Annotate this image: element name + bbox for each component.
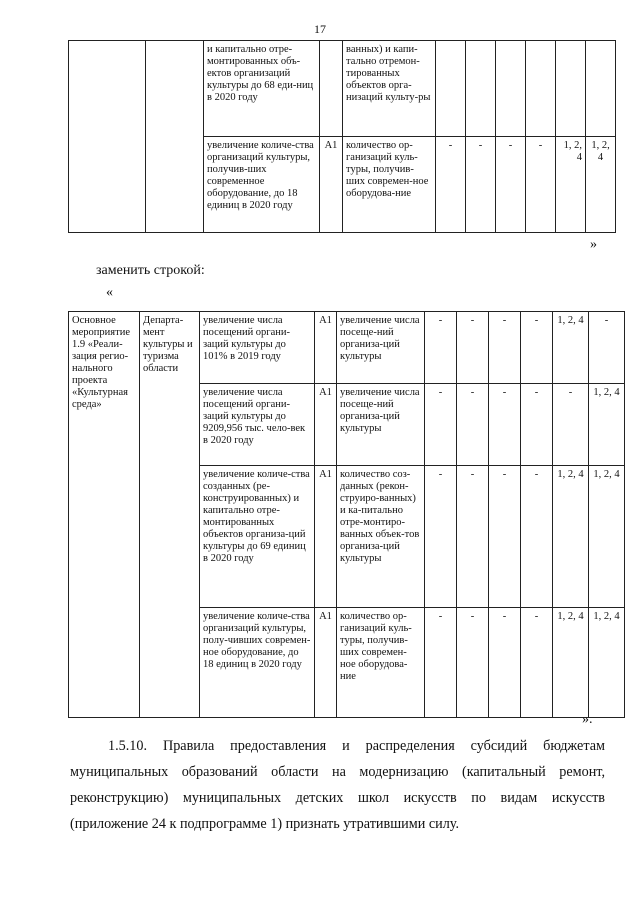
task-cell: увеличение числа посещений органи-заций культуры до 9209,956 тыс. чело-век в 2020 году — [200, 384, 315, 466]
close-quote: ». — [582, 712, 593, 727]
value-cell: 1, 2, 4 — [553, 312, 589, 384]
indicator-cell: увеличение числа посеще-ний организа-ций культуры — [337, 312, 425, 384]
value-cell: 1, 2, 4 — [553, 608, 589, 718]
table-row — [69, 41, 616, 137]
value-cell — [586, 41, 616, 137]
value-cell: - — [553, 384, 589, 466]
open-quote: « — [106, 285, 113, 300]
event-cell: Основное мероприятие 1.9 «Реали-зация регио-нального проекта «Культурная среда» — [69, 312, 140, 718]
value-cell: - — [436, 137, 466, 233]
code-cell: А1 — [320, 137, 343, 233]
value-cell — [556, 41, 586, 137]
continued-table — [68, 40, 616, 233]
value-cell — [496, 41, 526, 137]
value-cell: - — [425, 466, 457, 608]
indicator-cell: количество ор-ганизаций куль-туры, получив-ших современ-ное оборудова-ние — [337, 608, 425, 718]
value-cell: - — [457, 466, 489, 608]
value-cell: 1, 2, 4 — [556, 137, 586, 233]
replace-text: заменить строкой: — [96, 263, 205, 278]
value-cell: - — [521, 608, 553, 718]
task-cell: увеличение количе-ства созданных (ре-конструированных) и капитально отре-монтированных объектов организа-ций культуры до 69 единиц в 2020 году — [200, 466, 315, 608]
value-cell: - — [457, 608, 489, 718]
code-cell: А1 — [315, 384, 337, 466]
code-cell — [320, 41, 343, 137]
value-cell: 1, 2, 4 — [589, 466, 625, 608]
value-cell: - — [496, 137, 526, 233]
value-cell: - — [521, 384, 553, 466]
task-cell: увеличение количе-ства организаций культуры, полу-чивших современ-ное оборудование, до 18 единиц в 2020 году — [200, 608, 315, 718]
value-cell: - — [425, 384, 457, 466]
indicator-cell: количество соз-данных (рекон-струиро-ванных) и ка-питально отре-монтиро-ванных объек-тов организа-ций культуры — [337, 466, 425, 608]
value-cell: 1, 2, 4 — [589, 384, 625, 466]
value-cell: - — [489, 608, 521, 718]
value-cell: - — [589, 312, 625, 384]
paragraph-1-5-10 — [70, 733, 605, 837]
table-row — [69, 312, 625, 384]
value-cell: - — [425, 312, 457, 384]
value-cell: - — [457, 312, 489, 384]
value-cell: 1, 2, 4 — [586, 137, 616, 233]
value-cell: - — [489, 384, 521, 466]
indicator-cell: количество ор-ганизаций куль-туры, получив-ших современ-ное оборудова-ние — [343, 137, 436, 233]
task-cell: увеличение количе-ства организаций культуры, получив-ших современное оборудование, до 18 единиц в 2020 году — [204, 137, 320, 233]
value-cell — [436, 41, 466, 137]
value-cell: - — [425, 608, 457, 718]
page-number: 17 — [314, 22, 326, 36]
close-quote: » — [590, 237, 597, 252]
code-cell: А1 — [315, 608, 337, 718]
task-cell: и капитально отре-монтированных объ-ектов организаций культуры до 68 еди-ниц в 2020 году — [204, 41, 320, 137]
value-cell: - — [466, 137, 496, 233]
value-cell: - — [457, 384, 489, 466]
value-cell — [526, 41, 556, 137]
value-cell: - — [526, 137, 556, 233]
value-cell — [466, 41, 496, 137]
value-cell: 1, 2, 4 — [589, 608, 625, 718]
value-cell: - — [521, 466, 553, 608]
code-cell: А1 — [315, 466, 337, 608]
executor-cell: Департа-мент культуры и туризма области — [140, 312, 200, 718]
paragraph-text: 1.5.10. Правила предоставления и распределения субсидий бюджетам муниципальных образований области на модернизацию (капитальный ремонт, реконструкцию) муниципальных детских школ искусств по видам искусств (приложение 24 к подпрограмме 1) признать утратившими силу. — [70, 738, 605, 832]
value-cell: - — [521, 312, 553, 384]
indicator-cell: увеличение числа посеще-ний организа-ций культуры — [337, 384, 425, 466]
code-cell: А1 — [315, 312, 337, 384]
value-cell: - — [489, 312, 521, 384]
task-cell: увеличение числа посещений органи-заций культуры до 101% в 2019 году — [200, 312, 315, 384]
value-cell: 1, 2, 4 — [553, 466, 589, 608]
executor-cell — [146, 41, 204, 233]
replacement-table — [68, 311, 625, 718]
event-cell — [69, 41, 146, 233]
value-cell: - — [489, 466, 521, 608]
indicator-cell: ванных) и капи-тально отремон-тированных объектов орга-низаций культу-ры — [343, 41, 436, 137]
